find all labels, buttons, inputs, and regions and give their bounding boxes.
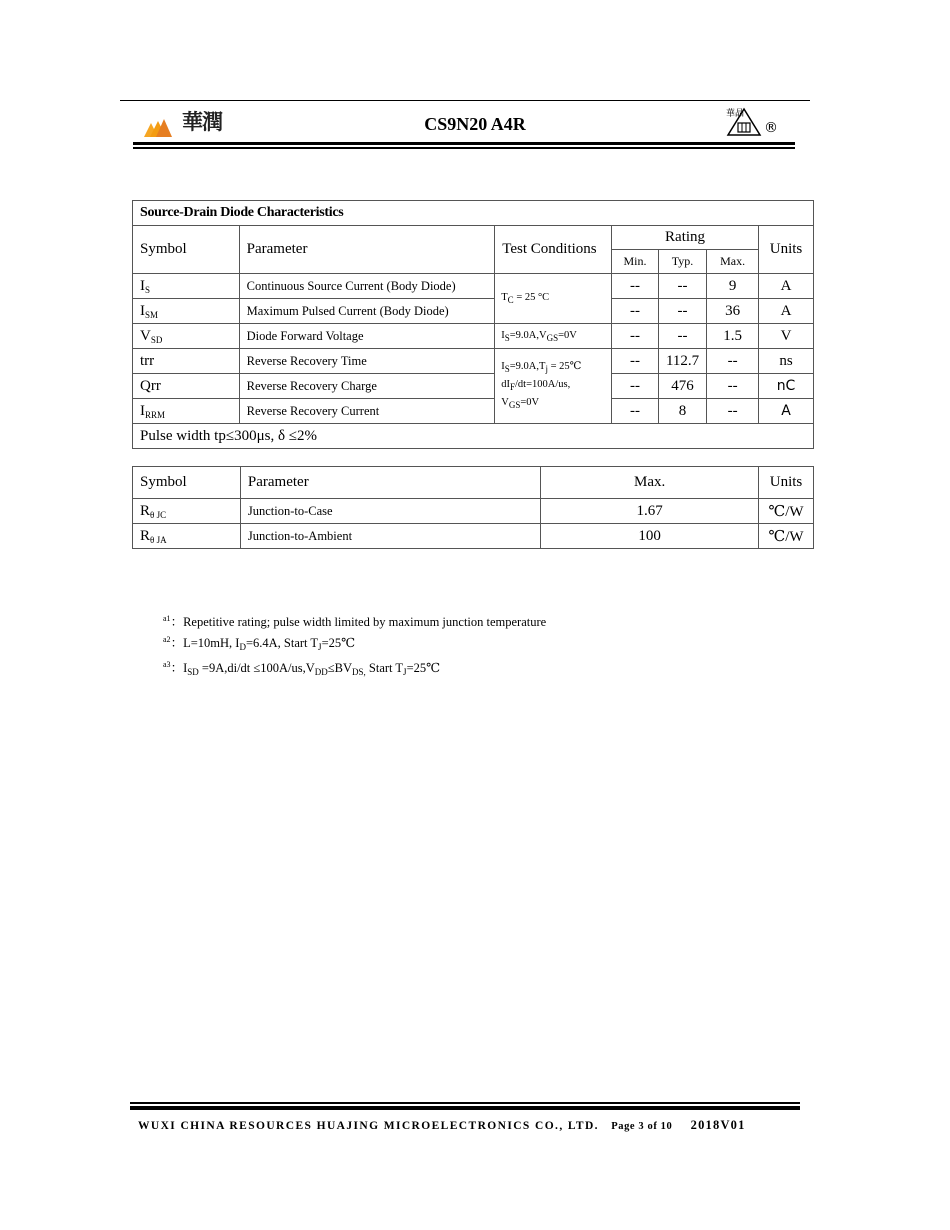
parameter-cell: Reverse Recovery Charge [239,374,495,399]
registered-mark: ® [764,120,778,136]
footnotes [163,610,546,681]
document-version: 2018V01 [690,1118,746,1132]
symbol-cell: trr [133,349,240,374]
condition-cell-tc: $T_C = 25$ °C [495,274,612,324]
min-cell: -- [612,349,659,374]
typ-cell: 112.7 [658,349,706,374]
table-row [133,349,814,374]
typ-cell: -- [658,274,706,299]
units-cell: ns [759,349,814,374]
header-rating: Rating [612,226,759,250]
units-cell: V [759,324,814,349]
header-max: Max. [541,467,759,499]
header-rule [133,147,795,149]
certification-mark-text: 華晶 [726,109,745,119]
symbol-cell: $I_{RRM}$ [133,399,240,424]
parameter-cell: Continuous Source Current (Body Diode) [239,274,495,299]
max-cell: 100 [541,524,759,549]
condition-cell-vsd: $I_S=9.0A,V_{GS}=0V$ [495,324,612,349]
typ-cell: 8 [658,399,706,424]
footer-rule [130,1106,800,1110]
header-max: Max. [707,250,759,274]
symbol-cell: $R_{\theta JA}$ [133,524,241,549]
typ-cell: 476 [658,374,706,399]
symbol-cell: $R_{\theta JC}$ [133,499,241,524]
footer-company: WUXI CHINA RESOURCES HUAJING MICROELECTRONICS CO., LTD. [138,1120,599,1132]
header-typ: Typ. [658,250,706,274]
parameter-cell: Reverse Recovery Current [239,399,495,424]
max-cell: -- [707,399,759,424]
header-parameter: Parameter [240,467,540,499]
parameter-cell: Reverse Recovery Time [239,349,495,374]
page-number: Page 3 of 10 [611,1121,673,1132]
units-cell: A [759,399,814,424]
header-units: Units [759,226,814,274]
min-cell: -- [612,299,659,324]
min-cell: -- [612,374,659,399]
header-units: Units [758,467,813,499]
units-cell: ℃/W [758,499,813,524]
max-cell: -- [707,349,759,374]
footnote-a1: $^{a1}$：Repetitive rating; pulse width limited by maximum junction temperature [163,614,547,630]
units-cell: A [759,274,814,299]
max-cell: -- [707,374,759,399]
table-row [133,374,814,399]
table-row [133,524,814,549]
parameter-cell: Maximum Pulsed Current (Body Diode) [239,299,495,324]
table-row [133,274,814,299]
header-parameter: Parameter [239,226,495,274]
header-symbol: Symbol [133,226,240,274]
units-cell: nC [759,374,814,399]
document-title: CS9N20 A4R [424,114,526,134]
footnote-a3: $^{a3}$：$I_{SD} =9A,di/dt \le 100A/us,V_{DD}\le BV_{DS,}$ Start $T_J=25℃$ [163,660,441,678]
diode-characteristics-table [132,200,814,449]
parameter-cell: Junction-to-Case [240,499,540,524]
footer [138,1118,746,1133]
max-cell: 1.67 [541,499,759,524]
symbol-cell: $I_{SM}$ [133,299,240,324]
min-cell: -- [612,324,659,349]
footnote-a2: $^{a2}$：L=10mH, $I_D=6.4A$, Start $T_J=25℃$ [163,635,356,653]
symbol-cell: $V_{SD}$ [133,324,240,349]
table-row [133,324,814,349]
parameter-cell: Junction-to-Ambient [240,524,540,549]
header-top-line [120,100,810,101]
units-cell: ℃/W [758,524,813,549]
header-rule [133,142,795,145]
table-row [133,499,814,524]
typ-cell: -- [658,299,706,324]
pulse-width-note: Pulse width tp≤300μs, δ ≤2% [133,424,814,449]
max-cell: 36 [707,299,759,324]
min-cell: -- [612,274,659,299]
table-caption: Source-Drain Diode Characteristics [133,201,814,226]
symbol-cell: $I_S$ [133,274,240,299]
min-cell: -- [612,399,659,424]
symbol-cell: Qrr [133,374,240,399]
logo-text: 華潤 [182,109,222,134]
max-cell: 9 [707,274,759,299]
header-min: Min. [612,250,659,274]
units-cell: A [759,299,814,324]
footer-rule [130,1102,800,1104]
parameter-cell: Diode Forward Voltage [239,324,495,349]
table-row [133,399,814,424]
header-test-conditions: Test Conditions [495,226,612,274]
max-cell: 1.5 [707,324,759,349]
typ-cell: -- [658,324,706,349]
header-symbol: Symbol [133,467,241,499]
condition-cell-recovery: $I_S=9.0A,T_j$ = 25℃ $dI_F/dt=100A/us$, $V_{GS}=0V$ [495,349,612,424]
table-row [133,299,814,324]
thermal-resistance-table [132,466,814,549]
